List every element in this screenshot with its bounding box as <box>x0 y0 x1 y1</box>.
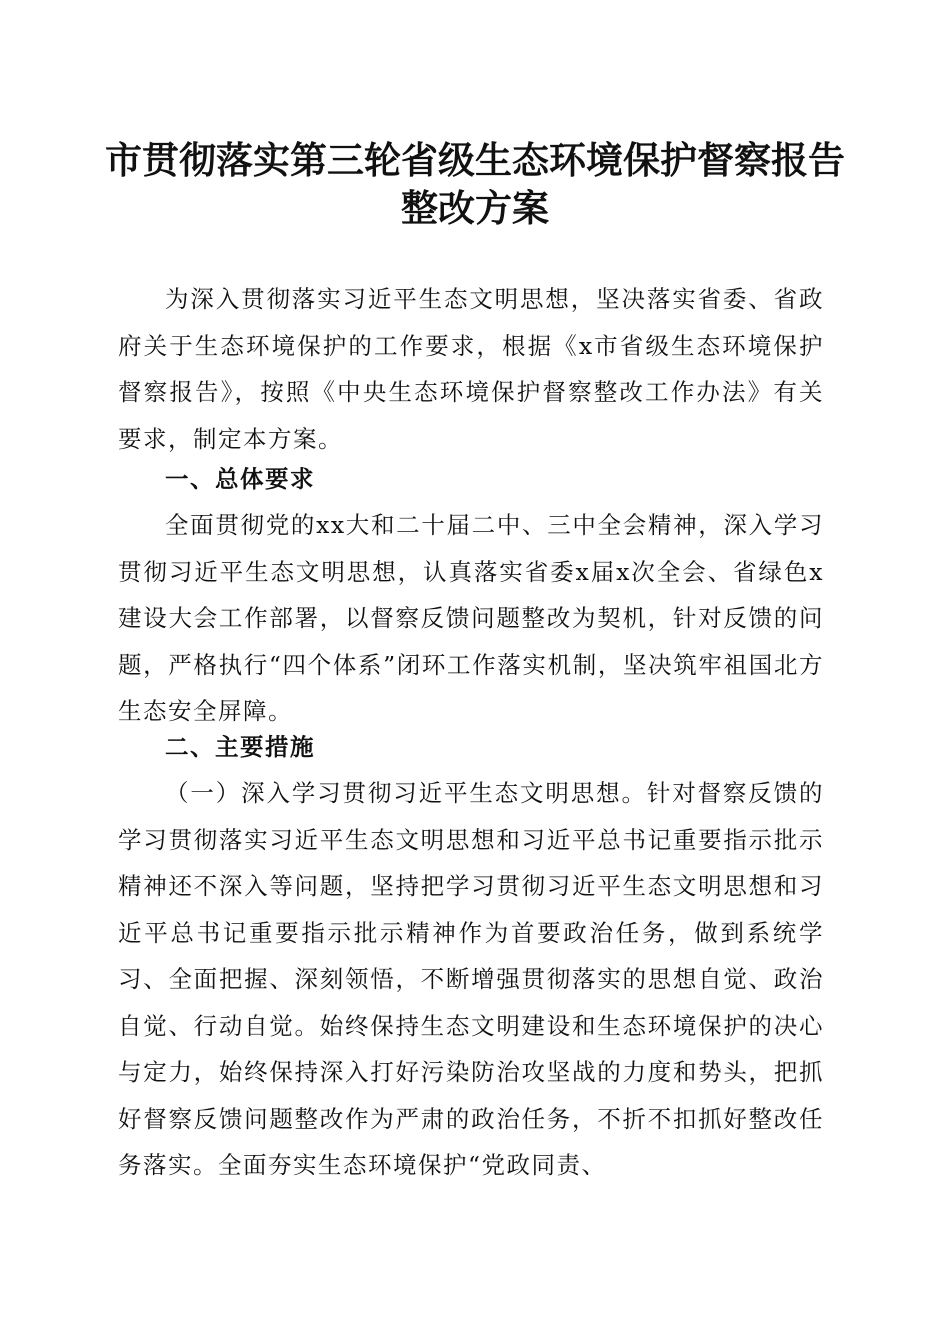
section-heading-main-measures: 二、主要措施 <box>165 733 315 761</box>
general-requirements-paragraph: 全面贯彻党的xx大和二十届二中、三中全会精神，深入学习贯彻习近平生态文明思想，认真落实省委x届x次全会、省绿色x建设大会工作部署，以督察反馈问题整改为契机，针对反馈的问题，严格执行“四个体系”闭环工作落实机制，坚决筑牢祖国北方生态安全屏障。 <box>118 511 824 725</box>
intro-paragraph: 为深入贯彻落实习近平生态文明思想，坚决落实省委、省政府关于生态环境保护的工作要求，根据《x市省级生态环境保护督察报告》，按照《中央生态环境保护督察整改工作办法》有关要求，制定本方案。 <box>118 285 824 453</box>
document-title-line-2: 整改方案 <box>401 186 549 230</box>
subsection-heading: （一）深入学习贯彻习近平生态文明思想。 <box>165 779 647 807</box>
document-title-line-1: 市贯彻落实第三轮省级生态环境保护督察报告 <box>105 138 845 182</box>
main-measures-paragraph <box>118 770 824 1189</box>
section-heading-general-requirements: 一、总体要求 <box>165 465 315 493</box>
subsection-body: 针对督察反馈的学习贯彻落实习近平生态文明思想和习近平总书记重要指示批示精神还不深入等问题，坚持把学习贯彻习近平生态文明思想和习近平总书记重要指示批示精神作为首要政治任务，做到系统学习、全面把握、深刻领悟，不断增强贯彻落实的思想自觉、政治自觉、行动自觉。始终保持生态文明建设和生态环境保护的决心与定力，始终保持深入打好污染防治攻坚战的力度和势头，把抓好督察反馈问题整改作为严肃的政治任务，不折不扣抓好整改任务落实。全面夯实生态环境保护“党政同责、 <box>118 779 825 1179</box>
